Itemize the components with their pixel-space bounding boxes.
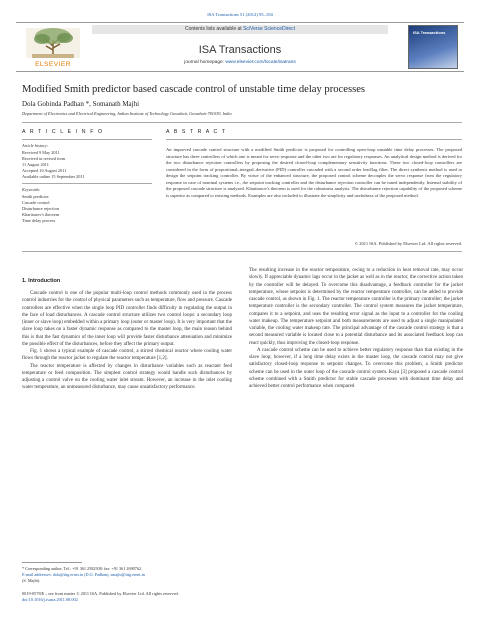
article-info-heading: A R T I C L E I N F O	[22, 129, 104, 135]
keyword: Time delay process	[22, 218, 56, 223]
footnote	[22, 566, 232, 583]
history-item: Received 9 May 2011	[22, 150, 60, 155]
divider	[22, 122, 462, 123]
footnote-line: (S. Majhi).	[22, 577, 41, 583]
body-right-column	[249, 267, 463, 390]
cover-title: ISA Transactions	[413, 30, 446, 35]
issn-note	[22, 591, 179, 603]
issn-line: 0019-0578/$ – see front matter © 2011 ISA. Published by Elsevier Ltd. All rights reserved.	[22, 591, 179, 596]
contents-prefix: Contents lists available at	[184, 26, 244, 32]
footnote-email-line[interactable]: E-mail addresses: dola@iitg.ernet.in (D.G. Padhan), smajhi@iitg.ernet.in	[22, 571, 145, 577]
journal-cover-image	[408, 25, 458, 69]
authors: Dola Gobinda Padhan *, Somanath Majhi	[22, 100, 140, 108]
keyword: Cascade control	[22, 200, 50, 205]
section-heading-introduction: 1. Introduction	[22, 278, 61, 284]
paragraph: Cascade control is one of the popular multi-loop control methods commonly used in the process control industries for the control of physical parameters such as temperature, flow and pressure. Cascade controllers are effective when the single loop PID controller finds difficulty in regulating the output in the face of load disturbances. A cascade control structure utilizes two control loops: a secondary loop (inner or slave loop) embedded within a primary loop (outer or master loop). It is very important that the slave loop takes on a faster dynamic response as compared to the master loop, the main reason behind this is that the fast dynamics of the inner loop will provide faster disturbance attenuation and minimize the possible effect of the disturbances, before they affect the primary output.	[22, 291, 232, 347]
journal-reference[interactable]: ISA Transactions 51 (2012) 95–104	[207, 12, 273, 17]
sciencedirect-link[interactable]: SciVerse ScienceDirect	[243, 26, 296, 32]
divider	[22, 251, 462, 252]
history-list	[22, 150, 152, 180]
keywords-label: Keywords:	[22, 187, 41, 192]
keyword: Smith predictor	[22, 194, 49, 199]
footnote-line: * Corresponding author. Tel.: +91 361 2582508; fax: +91 361 2690762.	[22, 566, 143, 571]
homepage-link[interactable]: www.elsevier.com/locate/isatrans	[225, 60, 296, 65]
paragraph: The reactor temperature is affected by changes in disturbance variables such as reactant feed temperature or feed composition. The simplest control strategy would handle such disturbances by adjusting a control valve on the cooling water inlet stream. However, an increase in the inlet cooling water temperature, an unmeasured disturbance, may cause unsatisfactory performance.	[22, 363, 232, 391]
abstract-text: An improved cascade control structure with a modified Smith predictor is proposed for controlling open-loop unstable time delay processes. The proposed structure has three controllers of which one is meant for servo response and the other two are for regulatory responses. An analytical design method is derived for the two disturbance rejection controllers by proposing the desired closed-loop complementary sensitivity functions. These two closed-loop controllers are considered in the form of proportional–integral–derivative (PID) controller cascaded with a second order lead/lag filter. The direct synthesis method is used to design the setpoint tracking controller. By virtue of the enhanced structure, the proposed control scheme decouples the servo response from the regulatory response in case of nominal systems i.e., the setpoint tracking controller and the disturbance rejection controller can be tuned independently. Internal stability of the proposed cascade structure is analyzed. Kharitonov's theorem is used for the robustness analysis. The disturbance rejection capability of the proposed scheme is superior as compared to existing methods. Examples are also included to illustrate the simplicity and usefulness of the proposed method.	[166, 147, 462, 198]
paper-title: Modified Smith predictor based cascade control of unstable time delay processes	[22, 84, 366, 95]
divider	[22, 183, 152, 184]
paragraph: Fig. 1 shows a typical example of cascade control, a stirred chemical reactor where cooling water flows through the reactor jacket to regulate the reactor temperature [1,2].	[22, 349, 232, 362]
doi-link[interactable]: doi:10.1016/j.isatra.2011.08.002	[22, 597, 78, 602]
journal-title: ISA Transactions	[198, 44, 282, 56]
history-item: Received in revised form	[22, 156, 66, 161]
paragraph: The resulting increase in the reactor temperature, owing to a reduction in heat removal rate, may occur slowly. If appreciable dynamic lags occur in the jacket as well as in the reactor, the corrective action taken by the controller will be delayed. To overcome this disadvantage, a feedback controller for the jacket temperature, whose setpoint is determined by the reactor temperature controller, can be added to provide cascade control, as shown in Fig. 1. The reactor temperature controller is the primary controller; the jacket temperature controller is the secondary controller. The control system measures the jacket temperature, compares it to a setpoint, and uses the resulting error signal as the input to a controller for the cooling water makeup. The temperature setpoint and both measurements are used to adjust a single manipulated variable, the cooling water makeup rate. The principal advantage of the cascade control strategy is that a second measured variable is located close to a potential disturbance and its associated feedback loop can react quickly, thus improving the closed-loop response.	[249, 268, 463, 346]
body-left-column	[22, 290, 232, 392]
keywords-list	[22, 194, 152, 224]
journal-homepage	[92, 60, 388, 65]
abstract-heading: A B S T R A C T	[166, 129, 227, 135]
history-label: Article history:	[22, 143, 49, 148]
history-item: Available online 15 September 2011	[22, 174, 85, 179]
paragraph: A cascade control scheme can be used to achieve better regulatory response than that existing in the slave loop; however, if a long time delay exists in the master loop, the cascade control may not give satisfactory closed-loop response to setpoint changes. To overcome this problem, a Smith predictor scheme can be used in the outer loop of the cascade control system. Kaya [3] proposed a cascade control scheme combined with a Smith predictor for stable cascade processes with dominant time delay and achieved better control performance when compared	[249, 347, 463, 389]
contents-banner	[92, 25, 388, 34]
keyword: Kharitonov's theorem	[22, 212, 60, 217]
footnote-rule	[22, 562, 82, 563]
elsevier-wordmark: ELSEVIER	[35, 61, 71, 68]
divider	[166, 139, 462, 140]
homepage-prefix: journal homepage:	[184, 60, 226, 65]
affiliation: Department of Electronics and Electrical Engineering, Indian Institute of Technology Guwahati, Guwahati-781039, India	[22, 111, 232, 116]
abstract-copyright: © 2011 ISA. Published by Elsevier Ltd. All rights reserved.	[354, 241, 462, 246]
history-item: Accepted 16 August 2011	[22, 168, 67, 173]
divider	[22, 139, 152, 140]
keyword: Disturbance rejection	[22, 206, 59, 211]
history-item: 11 August 2011	[22, 162, 49, 167]
